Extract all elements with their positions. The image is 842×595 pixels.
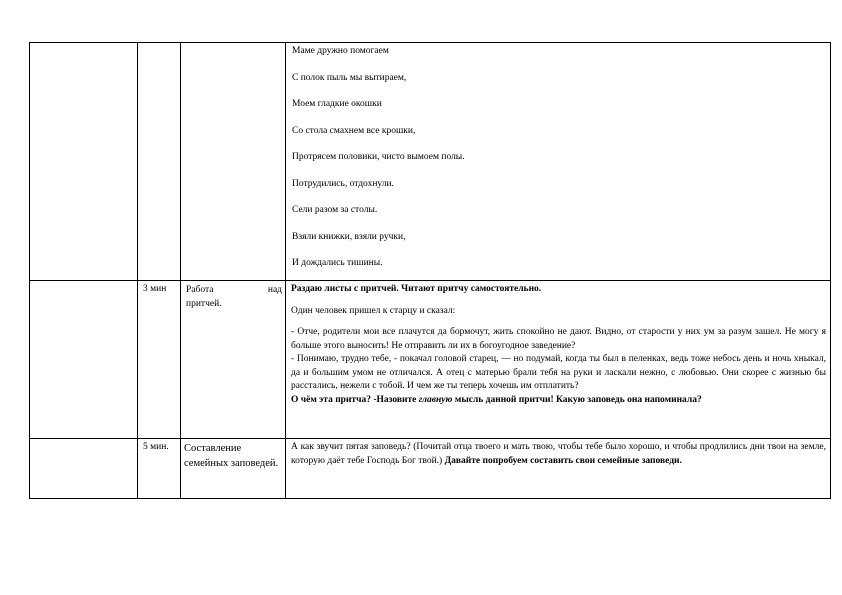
stage-cell — [181, 43, 286, 281]
lesson-plan-table — [29, 42, 831, 499]
question-part: О чём эта притча? -Назовите — [291, 394, 419, 405]
poem-line: С полок пыль мы вытираем, — [292, 72, 407, 83]
stage-word: притчей. — [186, 299, 222, 309]
poem-line: И дождались тишины. — [292, 258, 383, 268]
table-cell-empty — [30, 43, 138, 281]
stage-text — [181, 43, 285, 45]
table-row — [30, 43, 831, 281]
stage-cell — [181, 281, 286, 439]
table-cell-empty — [30, 439, 138, 499]
table-row — [30, 281, 831, 439]
stage-text: Составление семейных заповедей. — [184, 443, 279, 469]
content-cell — [286, 43, 831, 281]
stage-word: Работа — [186, 285, 214, 295]
poem-line: Со стола смахнем все крошки, — [292, 125, 416, 136]
time-text — [138, 43, 180, 46]
time-text: 5 мин. — [143, 442, 169, 452]
question-text — [291, 394, 826, 408]
poem-line: Взяли книжки, взяли ручки, — [292, 231, 406, 242]
stage-word: над — [267, 285, 282, 295]
question-emphasis: главную — [418, 394, 453, 405]
poem-line: Потрудились, отдохнули. — [292, 178, 394, 189]
instruction-text: Раздаю листы с притчей. Читают притчу самостоятельно. — [291, 284, 542, 294]
time-cell — [138, 439, 181, 499]
question-part: мысль данной притчи! Какую заповедь она напоминала? — [452, 394, 702, 405]
table-row — [30, 439, 831, 499]
parable-paragraph: - Понимаю, трудно тебе, - покачал головой старец, — но подумай, когда ты был в пеленках, ведь тоже небось день и ночь хныкал, да и большим умом не отличался. А отец с матерью брали тебя на руки и ласкали нежно, с любовью. Они скорее с жизнью бы расстались, нежели с тобой. И чем же ты теперь хочешь им отплатить? — [291, 354, 826, 391]
commandments-text — [291, 441, 826, 468]
parable-intro: Один человек пришел к старцу и сказал: — [291, 305, 456, 316]
poem — [286, 43, 830, 273]
parable-block — [286, 281, 830, 407]
poem-line: Моем гладкие окошки — [292, 99, 382, 109]
poem-line: Маме дружно помогаем — [292, 46, 389, 56]
poem-line: Протрясем половики, чисто вымоем полы. — [292, 152, 465, 162]
time-text: 3 мин — [143, 284, 167, 294]
stage-heading — [181, 281, 285, 297]
table-cell-empty — [30, 281, 138, 439]
stage-cell — [181, 439, 286, 499]
poem-line: Сели разом за столы. — [292, 205, 378, 215]
parable-paragraph: - Отче, родители мои все плачутся да бормочут, жить спокойно не дают. Видно, от старости у них ум за разум зашел. Не могу я больше этого выносить! Не отправить ли их в богоугодное заведение? — [291, 327, 826, 351]
fifth-commandment-text: А как звучит пятая заповедь? (Почитай отца твоего и мать твою, чтобы тебе было хорошо, и чтобы продлились дни твои на земле, которую даёт тебе Господь Бог твой.) — [291, 442, 826, 466]
task-text: Давайте попробуем составить свои семейные заповеди. — [444, 455, 682, 466]
content-cell — [286, 281, 831, 439]
time-cell — [138, 281, 181, 439]
time-cell — [138, 43, 181, 281]
content-cell — [286, 439, 831, 499]
commandments-block — [286, 439, 830, 468]
